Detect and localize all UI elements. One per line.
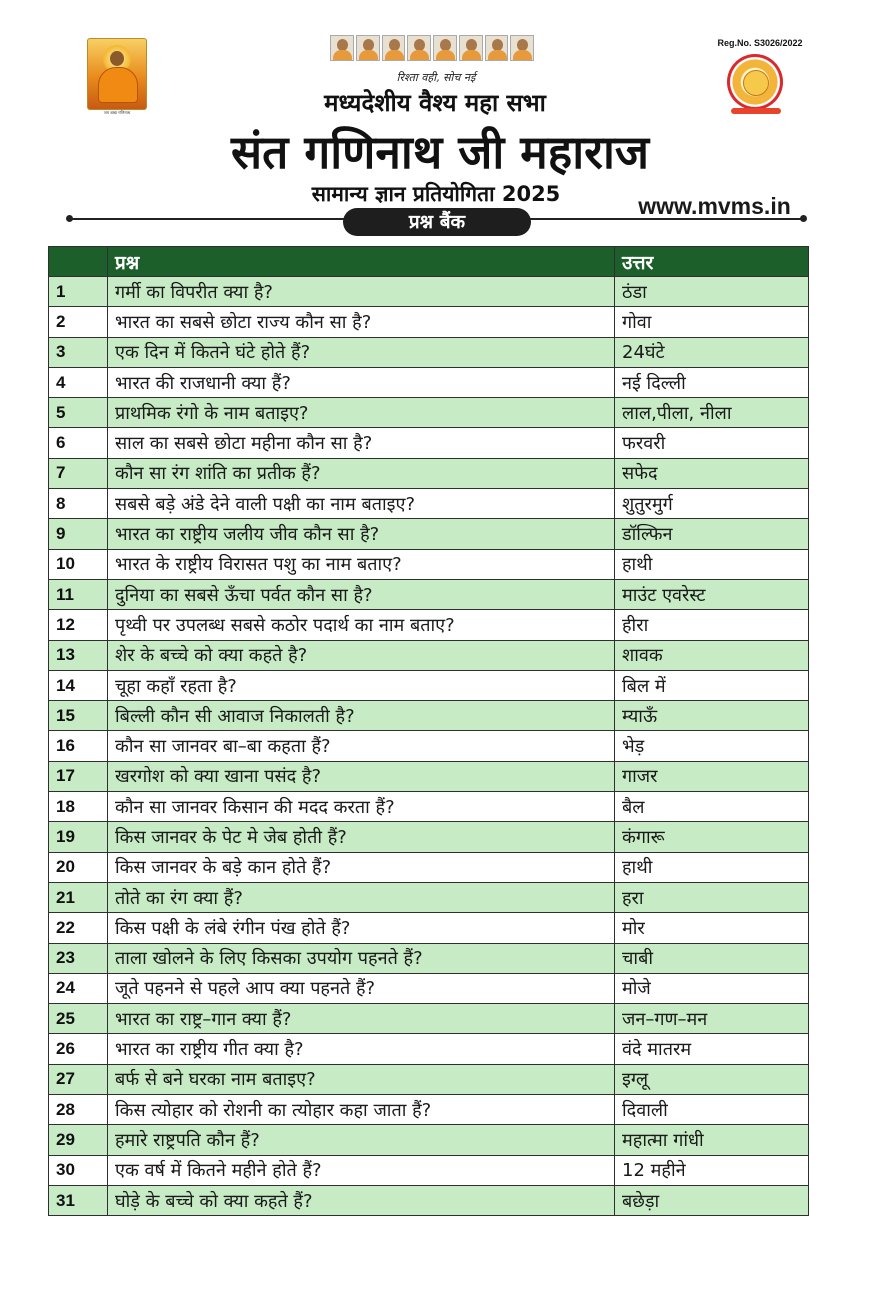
row-question: भारत का राष्ट्र–गान क्या हैं?	[108, 1004, 615, 1034]
row-answer: नई दिल्ली	[615, 367, 809, 397]
row-answer: बैल	[615, 792, 809, 822]
row-answer: महात्मा गांधी	[615, 1125, 809, 1155]
row-number: 25	[49, 1004, 108, 1034]
portrait-frame	[87, 38, 147, 110]
row-answer: चाबी	[615, 943, 809, 973]
row-answer: गाजर	[615, 761, 809, 791]
table-row	[49, 1034, 809, 1064]
table-row	[49, 1125, 809, 1155]
member-photo	[459, 35, 483, 61]
row-number: 14	[49, 670, 108, 700]
table-row	[49, 852, 809, 882]
row-number: 8	[49, 489, 108, 519]
header-question: प्रश्न	[108, 247, 615, 277]
row-number: 24	[49, 973, 108, 1003]
member-photo	[330, 35, 354, 61]
saint-portrait-logo	[87, 38, 147, 115]
row-number: 7	[49, 458, 108, 488]
row-answer: फरवरी	[615, 428, 809, 458]
member-photo	[485, 35, 509, 61]
row-question: एक दिन में कितने घंटे होते हैं?	[108, 337, 615, 367]
row-number: 2	[49, 307, 108, 337]
table-body	[49, 277, 809, 1216]
row-answer: 24घंटे	[615, 337, 809, 367]
row-number: 26	[49, 1034, 108, 1064]
page-title: संत गणिनाथ जी महाराज	[230, 125, 650, 179]
row-number: 13	[49, 640, 108, 670]
row-number: 30	[49, 1155, 108, 1185]
row-question: किस त्योहार को रोशनी का त्योहार कहा जाता हैं?	[108, 1095, 615, 1125]
row-question: किस जानवर के बड़े कान होते हैं?	[108, 852, 615, 882]
row-answer: इग्लू	[615, 1064, 809, 1094]
row-question: भारत का राष्ट्रीय गीत क्या है?	[108, 1034, 615, 1064]
row-answer: म्याऊँ	[615, 701, 809, 731]
row-question: घोड़े के बच्चे को क्या कहते हैं?	[108, 1185, 615, 1215]
table-row	[49, 549, 809, 579]
row-answer: गोवा	[615, 307, 809, 337]
row-number: 22	[49, 913, 108, 943]
row-question: खरगोश को क्या खाना पसंद है?	[108, 761, 615, 791]
row-question: कौन सा जानवर बा–बा कहता हैं?	[108, 731, 615, 761]
table-row	[49, 428, 809, 458]
row-answer: मोर	[615, 913, 809, 943]
table-row	[49, 973, 809, 1003]
row-number: 21	[49, 882, 108, 912]
table-row	[49, 519, 809, 549]
row-question: प्राथमिक रंगो के नाम बताइए?	[108, 398, 615, 428]
row-number: 29	[49, 1125, 108, 1155]
table-row	[49, 882, 809, 912]
emblem-ribbon	[731, 108, 781, 114]
page-subtitle: सामान्य ज्ञान प्रतियोगिता 2025	[311, 182, 561, 206]
tagline: रिश्ता वही, सोच नई	[396, 71, 476, 84]
row-answer: दिवाली	[615, 1095, 809, 1125]
table-row	[49, 761, 809, 791]
emblem-center	[743, 70, 769, 96]
row-question: कौन सा जानवर किसान की मदद करता हैं?	[108, 792, 615, 822]
member-photo	[356, 35, 380, 61]
table-row	[49, 367, 809, 397]
table-row	[49, 792, 809, 822]
row-answer: शावक	[615, 640, 809, 670]
row-number: 18	[49, 792, 108, 822]
row-answer: मोजे	[615, 973, 809, 1003]
row-answer: बछेड़ा	[615, 1185, 809, 1215]
table-row	[49, 731, 809, 761]
table-row	[49, 640, 809, 670]
table-row	[49, 489, 809, 519]
table-row	[49, 398, 809, 428]
row-number: 12	[49, 610, 108, 640]
row-question: शेर के बच्चे को क्या कहते है?	[108, 640, 615, 670]
row-question: सबसे बड़े अंडे देने वाली पक्षी का नाम बताइए?	[108, 489, 615, 519]
row-answer: लाल,पीला, नीला	[615, 398, 809, 428]
table-row	[49, 1155, 809, 1185]
row-question: कौन सा रंग शांति का प्रतीक हैं?	[108, 458, 615, 488]
header-answer: उत्तर	[615, 247, 809, 277]
organization-name: मध्यदेशीय वैश्य महा सभा	[324, 88, 546, 117]
member-photo	[433, 35, 457, 61]
row-number: 28	[49, 1095, 108, 1125]
left-logo-caption: जय बाबा गणिनाथ	[103, 110, 131, 115]
row-number: 16	[49, 731, 108, 761]
table-row	[49, 277, 809, 307]
row-answer: हरा	[615, 882, 809, 912]
row-number: 31	[49, 1185, 108, 1215]
row-question: हमारे राष्ट्रपति कौन हैं?	[108, 1125, 615, 1155]
organization-emblem-logo	[723, 52, 789, 116]
table-row	[49, 610, 809, 640]
table-row	[49, 458, 809, 488]
row-number: 19	[49, 822, 108, 852]
row-number: 6	[49, 428, 108, 458]
row-number: 27	[49, 1064, 108, 1094]
table-row	[49, 307, 809, 337]
row-question: भारत के राष्ट्रीय विरासत पशु का नाम बताए?	[108, 549, 615, 579]
row-answer: कंगारू	[615, 822, 809, 852]
row-number: 20	[49, 852, 108, 882]
row-question: भारत का राष्ट्रीय जलीय जीव कौन सा है?	[108, 519, 615, 549]
table-row	[49, 943, 809, 973]
table-row	[49, 1004, 809, 1034]
row-question: तोते का रंग क्या हैं?	[108, 882, 615, 912]
table-row	[49, 822, 809, 852]
row-question: एक वर्ष में कितने महीने होते हैं?	[108, 1155, 615, 1185]
row-answer: हाथी	[615, 852, 809, 882]
table-row	[49, 913, 809, 943]
member-photo	[382, 35, 406, 61]
row-answer: सफेद	[615, 458, 809, 488]
table-row	[49, 701, 809, 731]
header-number	[49, 247, 108, 277]
row-answer: जन–गण–मन	[615, 1004, 809, 1034]
table-row	[49, 1185, 809, 1215]
row-question: दुनिया का सबसे ऊँचा पर्वत कौन सा है?	[108, 579, 615, 609]
row-number: 11	[49, 579, 108, 609]
row-number: 17	[49, 761, 108, 791]
row-question: भारत की राजधानी क्या हैं?	[108, 367, 615, 397]
row-answer: भेड़	[615, 731, 809, 761]
row-number: 1	[49, 277, 108, 307]
row-question: बर्फ से बने घरका नाम बताइए?	[108, 1064, 615, 1094]
row-answer: शुतुरमुर्ग	[615, 489, 809, 519]
row-number: 23	[49, 943, 108, 973]
row-answer: माउंट एवरेस्ट	[615, 579, 809, 609]
row-answer: हाथी	[615, 549, 809, 579]
portrait-head	[110, 51, 124, 66]
table-row	[49, 579, 809, 609]
member-photo	[510, 35, 534, 61]
row-number: 4	[49, 367, 108, 397]
row-number: 3	[49, 337, 108, 367]
row-number: 5	[49, 398, 108, 428]
row-number: 15	[49, 701, 108, 731]
table-header-row	[49, 247, 809, 277]
portrait-robe	[98, 67, 138, 103]
website-link[interactable]: www.mvms.in	[638, 193, 791, 219]
registration-number: Reg.No. S3026/2022	[717, 38, 803, 48]
member-photo-strip	[330, 35, 534, 65]
table-row	[49, 1064, 809, 1094]
row-answer: वंदे मातरम	[615, 1034, 809, 1064]
member-photo	[407, 35, 431, 61]
row-question: किस जानवर के पेट मे जेब होती हैं?	[108, 822, 615, 852]
question-bank-banner: प्रश्न बैंक	[343, 208, 531, 236]
row-number: 10	[49, 549, 108, 579]
row-question: चूहा कहाँ रहता है?	[108, 670, 615, 700]
row-question: साल का सबसे छोटा महीना कौन सा है?	[108, 428, 615, 458]
table-row	[49, 670, 809, 700]
question-table	[48, 246, 809, 1216]
row-question: भारत का सबसे छोटा राज्य कौन सा है?	[108, 307, 615, 337]
row-number: 9	[49, 519, 108, 549]
row-question: ताला खोलने के लिए किसका उपयोग पहनते हैं?	[108, 943, 615, 973]
row-answer: ठंडा	[615, 277, 809, 307]
row-answer: हीरा	[615, 610, 809, 640]
row-answer: बिल में	[615, 670, 809, 700]
row-question: जूते पहनने से पहले आप क्या पहनते हैं?	[108, 973, 615, 1003]
row-question: किस पक्षी के लंबे रंगीन पंख होते हैं?	[108, 913, 615, 943]
row-answer: 12 महीने	[615, 1155, 809, 1185]
row-question: बिल्ली कौन सी आवाज निकालती है?	[108, 701, 615, 731]
row-answer: डॉल्फिन	[615, 519, 809, 549]
row-question: पृथ्वी पर उपलब्ध सबसे कठोर पदार्थ का नाम बताए?	[108, 610, 615, 640]
table-row	[49, 1095, 809, 1125]
row-question: गर्मी का विपरीत क्या है?	[108, 277, 615, 307]
table-row	[49, 337, 809, 367]
